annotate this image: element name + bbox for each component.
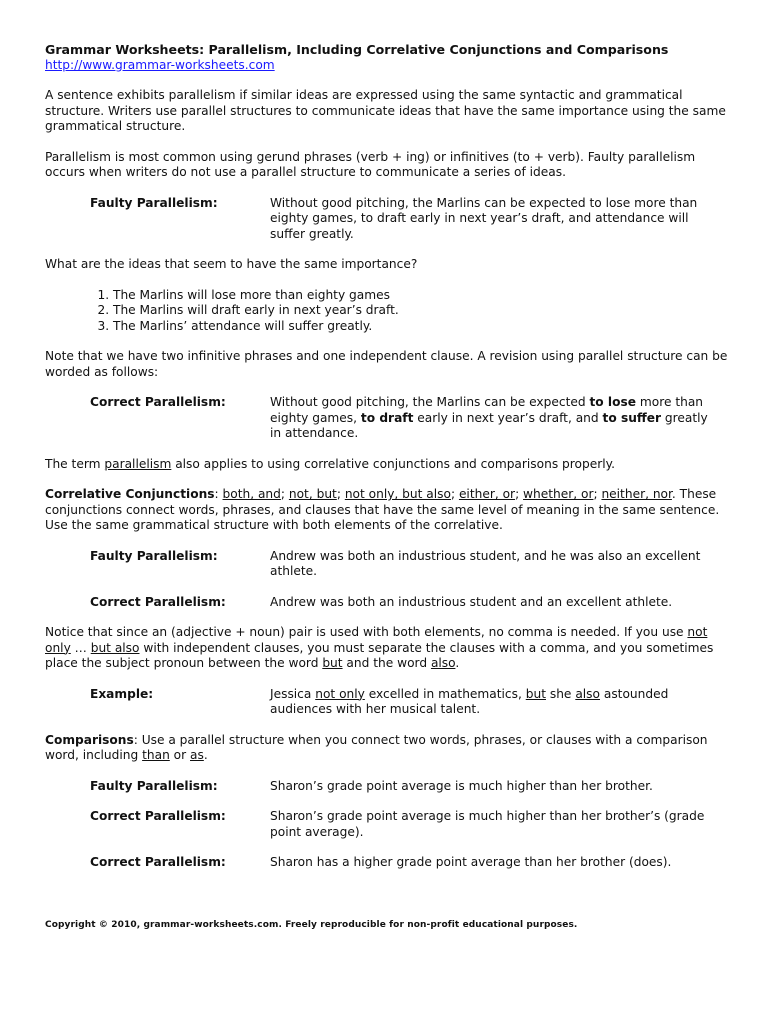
comparisons-heading: Comparisons	[45, 732, 134, 747]
example-label: Example:	[90, 686, 154, 701]
page-title: Grammar Worksheets: Parallelism, Including Correlative Conjunctions and Comparisons	[45, 42, 669, 57]
comparisons-paragraph: Comparisons: Use a parallel structure when you connect two words, phrases, or clauses with a comparison word, including than or as.	[45, 732, 708, 762]
example-text: Sharon’s grade point average is much higher than her brother’s (grade point average).	[270, 809, 705, 839]
website-link[interactable]: http://www.grammar-worksheets.com	[45, 57, 275, 72]
example-label: Faulty Parallelism:	[90, 548, 218, 563]
list-item: 3. The Marlins’ attendance will suffer greatly.	[113, 319, 735, 335]
example-text: Jessica not only excelled in mathematics, but she also astounded audiences with her musical talent.	[270, 686, 669, 716]
note-paragraph: Note that we have two infinitive phrases and one independent clause. A revision using parallel structure can be worded as follows:	[45, 349, 728, 379]
example-correct-3	[45, 809, 735, 840]
example-label: Correct Parallelism:	[90, 809, 226, 823]
question-text: What are the ideas that seem to have the same importance?	[45, 257, 418, 271]
worksheet-page	[45, 42, 735, 871]
example-text: Andrew was both an industrious student, and he was also an excellent athlete.	[270, 548, 701, 578]
copyright-footer: Copyright © 2010, grammar-worksheets.com. Freely reproducible for non-profit educational purposes.	[45, 920, 578, 930]
example-text: Sharon’s grade point average is much higher than her brother.	[270, 778, 653, 793]
example-correct-2	[45, 595, 735, 611]
correlative-heading: Correlative Conjunctions	[45, 487, 215, 501]
example-label: Correct Parallelism:	[90, 594, 226, 609]
example-correct-1	[45, 395, 735, 442]
correlative-paragraph: Correlative Conjunctions: both, and; not, but; not only, but also; either, or; whether, or; neither, nor. These conjunctions connect words, phrases, and clauses that have the same level of meaning in the same sentence. Use the same grammatical structure with both elements of the correlative.	[45, 487, 720, 532]
example-text: Without good pitching, the Marlins can be expected to lose more than eighty games, to draft early in next year’s draft, and attendance will suffer greatly.	[270, 195, 698, 241]
example-faulty-3	[45, 779, 735, 795]
example-text: Andrew was both an industrious student and an excellent athlete.	[270, 594, 673, 609]
example-label: Faulty Parallelism:	[90, 778, 218, 793]
example-label: Faulty Parallelism:	[90, 195, 218, 210]
example-not-only-but-also	[45, 687, 735, 718]
intro-paragraph-1: A sentence exhibits parallelism if similar ideas are expressed using the same syntactic and grammatical structure. Writers use parallel structures to communicate ideas that have the same importance using the same grammatical structure.	[45, 88, 726, 133]
example-text: Sharon has a higher grade point average than her brother (does).	[270, 855, 672, 869]
example-faulty-1	[45, 196, 735, 243]
example-text: Without good pitching, the Marlins can be expected to lose more than eighty games, to draft early in next year’s draft, and to suffer greatly in attendance.	[270, 395, 708, 440]
list-item: 1. The Marlins will lose more than eighty games	[113, 288, 735, 304]
intro-paragraph-2: Parallelism is most common using gerund phrases (verb + ing) or infinitives (to + verb). Faulty parallelism occurs when writers do not use a parallel structure to communicate a series of ideas.	[45, 149, 696, 179]
term-paragraph: The term parallelism also applies to using correlative conjunctions and comparisons properly.	[45, 456, 615, 471]
example-label: Correct Parallelism:	[90, 395, 226, 409]
example-faulty-2	[45, 549, 735, 580]
ideas-list	[45, 288, 735, 335]
example-label: Correct Parallelism:	[90, 855, 226, 869]
example-correct-4	[45, 855, 735, 871]
list-item: 2. The Marlins will draft early in next year’s draft.	[113, 303, 735, 319]
notice-paragraph: Notice that since an (adjective + noun) pair is used with both elements, no comma is needed. If you use not only … but also with independent clauses, you must separate the clauses with a comma, and you sometimes place the subject pronoun between the word but and the word also.	[45, 625, 714, 670]
